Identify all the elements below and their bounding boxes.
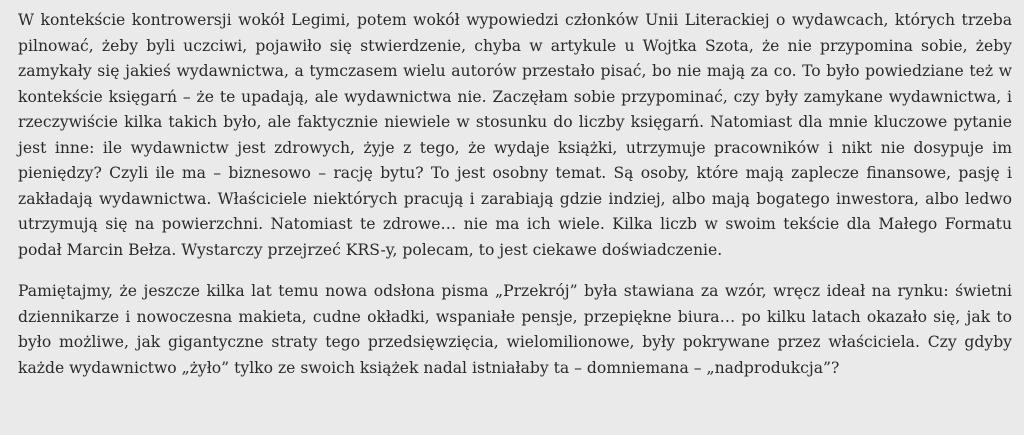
article-paragraph-2: Pamiętajmy, że jeszcze kilka lat temu nowa odsłona pisma „Przekrój” była stawiana za wzór, wręcz ideał na rynku: świetni dziennikarze i nowoczesna makieta, cudne okładki, wspaniałe pensje, przepiękne biura… po kilku latach okazało się, jak to było możliwe, jak gigantyczne straty tego przedsięwzięcia, wielomilionowe, były pokrywane przez właściciela. Czy gdyby każde wydawnictwo „żyło” tylko ze swoich książek nadal istniałaby ta – domniemana – „nadprodukcja”?	[18, 282, 1012, 377]
article-paragraph-1: W kontekście kontrowersji wokół Legimi, potem wokół wypowiedzi członków Unii Literackiej o wydawcach, których trzeba pilnować, żeby byli uczciwi, pojawiło się stwierdzenie, chyba w artykule u Wojtka Szota, że nie przypomina sobie, żeby zamykały się jakieś wydawnictwa, a tymczasem wielu autorów przestało pisać, bo nie mają za co. To było powiedziane też w kontekście księgarń – że te upadają, ale wydawnictwa nie. Zaczęłam sobie przypominać, czy były zamykane wydawnictwa, i rzeczywiście kilka takich było, ale faktycznie niewiele w stosunku do liczby księgarń. Natomiast dla mnie kluczowe pytanie jest inne: ile wydawnictw jest zdrowych, żyje z tego, że wydaje książki, utrzymuje pracowników i nikt nie dosypuje im pieniędzy? Czyli ile ma – biznesowo – rację bytu? To jest osobny temat. Są osoby, które mają zaplecze finansowe, pasję i zakładają wydawnictwa. Właściciele niektórych pracują i zarabiają gdzie indziej, albo mają bogatego inwestora, albo ledwo utrzymują się na powierzchni. Natomiast te zdrowe… nie ma ich wiele. Kilka liczb w swoim tekście dla Małego Formatu podał Marcin Bełza. Wystarczy przejrzeć KRS-y, polecam, to jest ciekawe doświadczenie.	[18, 11, 1012, 259]
article-body	[18, 8, 1012, 381]
